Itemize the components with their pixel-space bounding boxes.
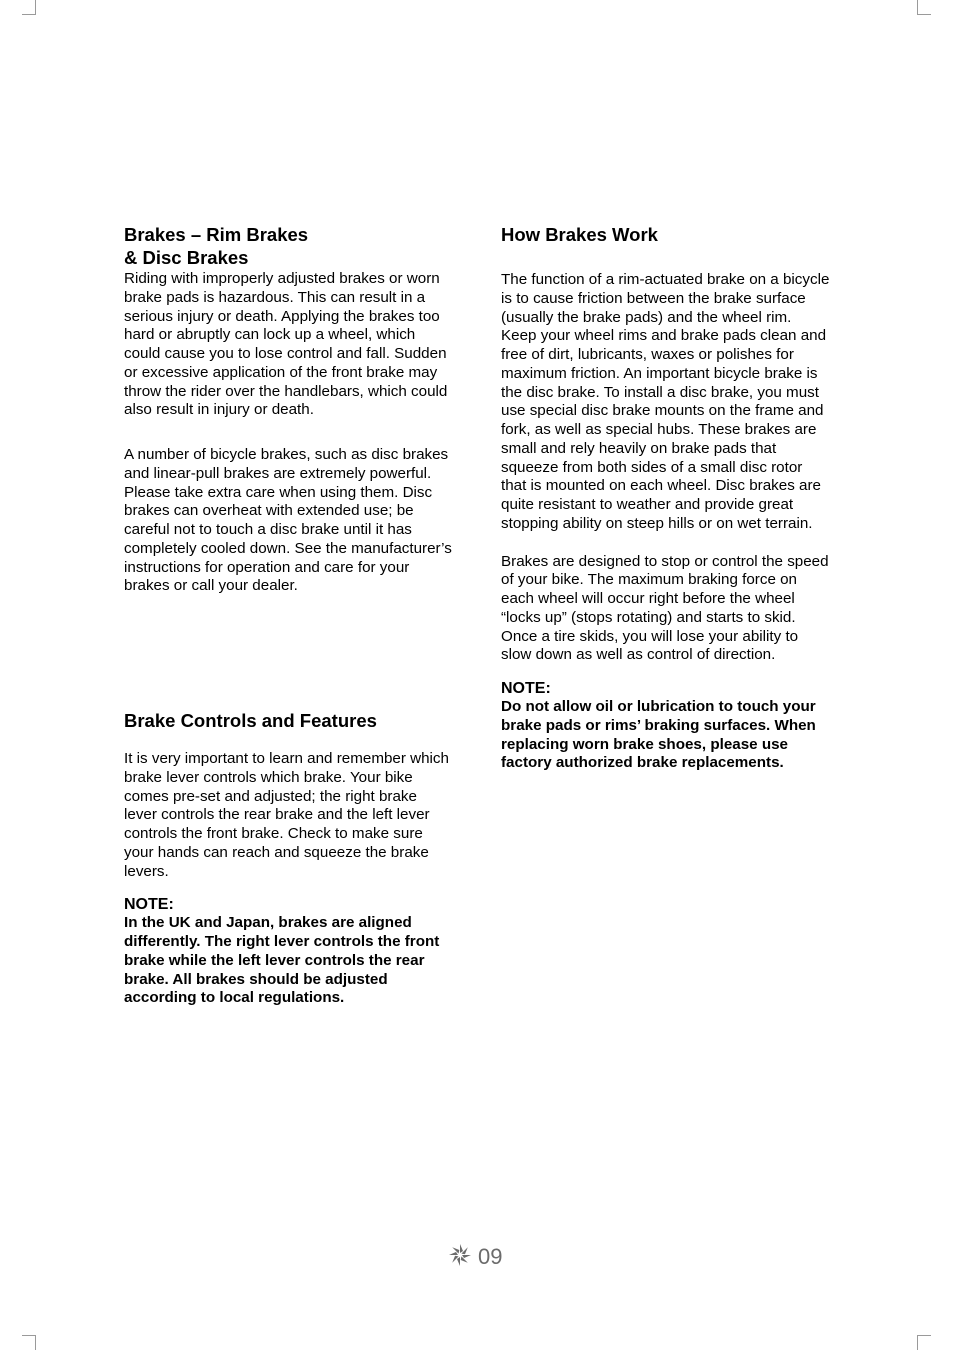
title-line-2: & Disc Brakes bbox=[124, 247, 249, 268]
paragraph-braking-force: Brakes are designed to stop or control the speed of your bike. The maximum braking force on each wheel will occur right before the wheel “locks up” (stops rotating) and starts to skid. Once a tire skids, you will lose your ability to slow down as well as control of direction. bbox=[501, 552, 829, 664]
crop-mark bbox=[22, 1335, 36, 1336]
crop-mark bbox=[917, 1335, 931, 1336]
paragraph-brake-levers: It is very important to learn and remember which brake lever controls which brake. Your bike comes pre-set and adjusted; the right brake lever controls the rear brake and the left lever controls the front brake. Check to make sure your hands can reach and squeeze the brake levers. bbox=[124, 750, 449, 880]
note-text-lubrication: Do not allow oil or lubrication to touch your brake pads or rims’ braking surfaces. When replacing worn brake shoes, please use factory authorized brake replacements. bbox=[501, 698, 816, 772]
crop-mark bbox=[917, 14, 931, 15]
title-line-1: Brakes – Rim Brakes bbox=[124, 224, 309, 245]
pinwheel-logo-icon bbox=[448, 1243, 472, 1272]
crop-mark bbox=[917, 0, 918, 14]
left-column bbox=[124, 223, 454, 1008]
note-label: NOTE: bbox=[124, 896, 174, 914]
paragraph-brake-function: The function of a rim-actuated brake on a bicycle is to cause friction between the brake surface (usually the brake pads) and the wheel rim. Keep your wheel rims and brake pads clean and free of dirt, lubricants, waxes or polishes for maximum friction. An important bicycle brake is the disc brake. To install a disc brake, you must use special disc brake mounts on the frame and fork, as well as special hubs. These brakes are small and rely heavily on brake pads that squeeze from both sides of a small disc rotor that is mounted on each wheel. Disc brakes are quite resistant to weather and provide great stopping ability on steep hills or on wet terrain. bbox=[501, 271, 830, 532]
section-title-how-brakes-work: How Brakes Work bbox=[501, 224, 658, 245]
note-label: NOTE: bbox=[501, 680, 551, 697]
crop-mark bbox=[22, 14, 36, 15]
section-title-brake-controls: Brake Controls and Features bbox=[124, 710, 377, 731]
page-number: 09 bbox=[478, 1244, 503, 1269]
crop-mark bbox=[917, 1336, 918, 1350]
section-title-rim-disc-brakes bbox=[124, 223, 454, 269]
right-column bbox=[501, 223, 831, 773]
crop-mark bbox=[35, 1336, 36, 1350]
page-footer bbox=[448, 1243, 502, 1271]
crop-mark bbox=[35, 0, 36, 14]
paragraph-powerful-brakes: A number of bicycle brakes, such as disc brakes and linear-pull brakes are extremely powerful. Please take extra care when using them. Disc brakes can overheat with extended use; be careful not to touch a disc brake until it has completely cooled down. See the manufacturer’s instructions for operation and care for your brakes or call your dealer. bbox=[124, 446, 452, 595]
paragraph-brake-hazard: Riding with improperly adjusted brakes or worn brake pads is hazardous. This can result in a serious injury or death. Applying the brakes too hard or abruptly can lock up a wheel, which could cause you to lose control and fall. Sudden or excessive application of the front brake may throw the rider over the handlebars, which could also result in injury or death. bbox=[124, 270, 448, 419]
note-text-uk-japan: In the UK and Japan, brakes are aligned differently. The right lever controls the front brake while the left lever controls the rear brake. All brakes should be adjusted according to local regulations. bbox=[124, 914, 440, 1007]
